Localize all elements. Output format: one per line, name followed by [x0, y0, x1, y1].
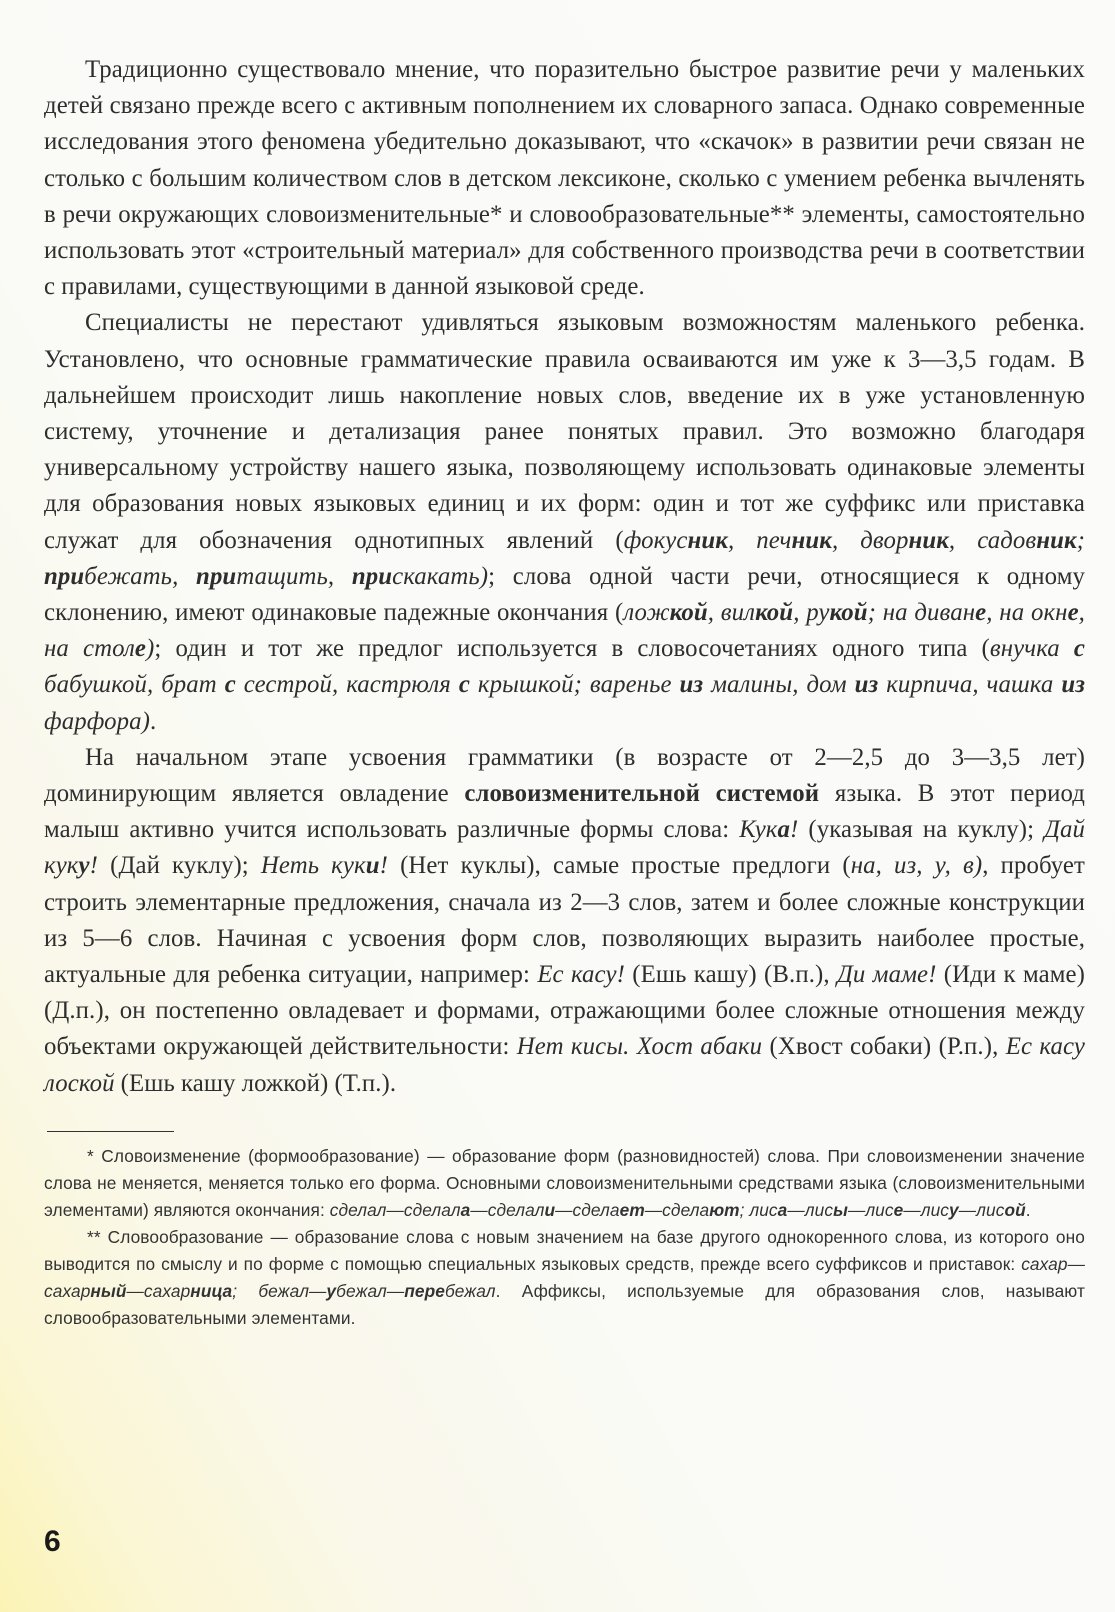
- p3-text: (указывая на куклу);: [798, 816, 1045, 844]
- p2-ex-bold: из: [679, 671, 704, 699]
- p3-text: языка. В этот период малыш активно учится использовать различные формы слова:: [44, 780, 1085, 844]
- p2-ex-bold: е: [134, 635, 147, 663]
- p2-ex: фарфора): [44, 707, 150, 735]
- p3-example: Ес касу лоской: [44, 1033, 1086, 1097]
- fn2-ex: —сахар: [126, 1280, 191, 1301]
- paragraph-2: [44, 305, 1085, 739]
- p2-ex: малины, дом: [703, 671, 855, 699]
- p3-example: Ес касу!: [537, 961, 625, 989]
- fn2-ex: бежал—: [336, 1280, 405, 1301]
- fn1-ex-bold: е: [893, 1199, 904, 1220]
- p2-ex-bold: кой: [829, 599, 868, 627]
- fn1-ex: —лис: [847, 1199, 894, 1220]
- paragraph-1-text: Традиционно существовало мнение, что поразительно быстрое развитие речи у маленьких детей связано прежде всего с активным пополнением их словарного запаса. Однако современные исследования этого феномена убедительно доказывают, что «скачок» в развитии речи связан не столько с большим количеством слов в детском лексиконе, сколько с умением ребенка вычленять в речи окружающих словоизменительные* и словообразовательные** элементы, самостоятельно использовать этот «строительный материал» для собственного производства речи в соответствии с правилами, существующими в данной языковой среде.: [44, 56, 1085, 301]
- p2-ex-bold: с: [224, 671, 236, 699]
- footnote-1: [44, 1143, 1085, 1224]
- p2-ex-bold: при: [196, 562, 237, 590]
- p2-text-1: Специалисты не перестают удивляться языковым возможностям маленького ребенка. Установлено, что основные грамматические правила осваиваются им уже к 3—3,5 годам. В дальнейшем происходит лишь накопление новых слов, введение их в уже установленную систему, уточнение и детализация ранее понятых правил. Это возможно благодаря универсальному устройству нашего языка, позволяющему использовать одинаковые элементы для образования новых языковых единиц и их форм: один и тот же суффикс или приставка служат для обозначения однотипных явлений (: [44, 309, 1085, 554]
- p2-ex-bold: с: [458, 671, 470, 699]
- fn1-text: * Словоизменение (формообразование) — образование форм (разновидностей) слова. При словоизменении значение слова не меняется, меняется только его форма. Основными словоизменительными средствами языка (словоизменительными элементами) являются окончания:: [44, 1145, 1085, 1220]
- p3-text: (Ешь кашу) (В.п.),: [624, 961, 837, 989]
- p2-ex-bold: е: [975, 599, 987, 627]
- p2-ex: , садов: [948, 526, 1037, 554]
- p3-example: на, из, у, в): [850, 852, 983, 880]
- p3-ex-bold: у: [78, 852, 90, 880]
- fn2-text: . Аффиксы, используемые для образования слов, называют словообразовательными элементами.: [44, 1280, 1085, 1328]
- fn1-ex: —лис: [787, 1199, 834, 1220]
- p2-ex-bold: при: [44, 562, 85, 590]
- fn1-text: .: [1025, 1199, 1031, 1220]
- p3-text: , пробует строить элементарные предложения, сначала из 2—3 слов, затем и более сложные конструкции из 5—6 слов. Начиная с усвоения форм слов, позволяющих выразить наиболее простые, актуальные для ребенка ситуации, например:: [44, 852, 1085, 989]
- fn1-ex-bold: ой: [1004, 1199, 1026, 1220]
- p3-ex-bold: и: [365, 852, 380, 880]
- p2-ex: , ру: [793, 599, 830, 627]
- p2-ex: фокус: [623, 526, 688, 554]
- p2-ex: тащить,: [236, 562, 352, 590]
- fn1-ex-bold: а: [460, 1199, 471, 1220]
- fn2-ex-bold: пере: [404, 1280, 445, 1301]
- p3-text: (Иди к маме) (Д.п.), он постепенно овладевает и формами, отражающими более сложные отношения между объектами окружающей действительности:: [44, 961, 1086, 1061]
- p2-text-2: ; слова одной части речи, относящиеся к одному склонению, имеют одинаковые падежные окончания (: [44, 562, 1085, 627]
- p2-ex: , печ: [727, 526, 792, 554]
- p2-ex-bold: кой: [755, 599, 794, 627]
- p3-ex-bold: а: [777, 816, 791, 844]
- p2-ex: бежать,: [84, 562, 197, 590]
- p3-example: [739, 816, 798, 843]
- footnote-separator: [47, 1131, 174, 1132]
- p2-ex: ;: [1076, 526, 1086, 554]
- p3-example: Ди маме!: [836, 961, 937, 989]
- p3-text: (Хвост собаки) (Р.п.),: [762, 1033, 1006, 1061]
- p2-ex-bold: из: [1061, 671, 1085, 699]
- p2-ex: ; на диван: [867, 599, 976, 627]
- fn1-ex: —лис: [903, 1199, 950, 1220]
- p2-text-3: ; один и тот же предлог используется в словосочетаниях одного типа (: [154, 635, 990, 663]
- fn1-ex: —лис: [958, 1199, 1005, 1220]
- p2-ex: скакать): [392, 562, 489, 590]
- p2-ex: лож: [623, 599, 670, 627]
- fn1-ex-bold: и: [544, 1199, 556, 1220]
- p2-ex-bold: ник: [1036, 526, 1077, 554]
- fn2-ex: сахар—сахар: [44, 1253, 1085, 1301]
- p2-ex-bold: из: [854, 671, 879, 699]
- p2-ex: , на окн: [986, 599, 1068, 627]
- fn2-ex-bold: у: [326, 1280, 337, 1301]
- p2-ex: крышкой; варенье: [469, 671, 680, 699]
- fn1-ex-bold: ет: [619, 1199, 645, 1220]
- footnote-2: [44, 1224, 1085, 1332]
- fn1-ex-bold: у: [949, 1199, 959, 1220]
- p2-ex-bold: ник: [791, 526, 832, 554]
- p3-ex: !: [379, 852, 388, 880]
- fn1-ex-bold: а: [777, 1199, 788, 1220]
- p2-ex-bold: кой: [669, 599, 708, 627]
- p2-ex: бабушкой, брат: [44, 671, 225, 699]
- fn2-ex: бежал: [444, 1280, 496, 1301]
- page-number: 6: [44, 1525, 61, 1558]
- page-body: [44, 52, 1085, 1332]
- fn2-ex-bold: ница: [190, 1280, 233, 1301]
- p2-ex-bold: е: [1067, 599, 1079, 627]
- p2-ex-bold: ник: [908, 526, 949, 554]
- p3-ex: !: [89, 852, 98, 880]
- p2-ex-bold: при: [351, 562, 393, 590]
- fn1-ex: —сдела: [644, 1199, 710, 1220]
- p2-ex: , на стол: [44, 599, 1085, 663]
- p2-ex: сестрой, кастрюля: [235, 671, 459, 699]
- fn1-examples: [330, 1200, 1026, 1220]
- p3-text: На начальном этапе усвоения грамматики (в возрасте от 2—2,5 до 3—3,5 лет) доминирующим является овладение: [44, 743, 1085, 808]
- fn1-ex: —сдела: [555, 1199, 620, 1220]
- p3-example: Нет кисы. Хост абаки: [516, 1033, 763, 1061]
- p3-ex: Кук: [739, 816, 778, 844]
- p2-ex-bold: ник: [687, 526, 728, 554]
- p2-text-4: .: [149, 707, 157, 735]
- p3-text: (Ешь кашу ложкой) (Т.п.).: [114, 1069, 397, 1097]
- fn1-ex: ; лис: [739, 1199, 778, 1220]
- p2-ex-bold: с: [1073, 635, 1086, 663]
- p2-ex: ): [146, 635, 155, 663]
- p2-ex: внучка: [989, 635, 1074, 663]
- fn2-ex-bold: ный: [90, 1280, 127, 1301]
- fn1-ex: сделал—сделал: [329, 1199, 461, 1220]
- fn1-ex-bold: ы: [833, 1199, 848, 1220]
- fn2-text: ** Словообразование — образование слова с новым значением на базе другого однокоренного слова, из которого оно выводится по смыслу и по форме с помощью специальных языковых средств, прежде всего суффиксов и приставок:: [44, 1226, 1085, 1274]
- p2-ex: , вил: [707, 599, 756, 627]
- p3-ex: Неть кук: [260, 852, 366, 880]
- p2-ex: кирпича, чашка: [878, 671, 1062, 699]
- p3-text: (Дай куклу);: [97, 852, 261, 880]
- paragraph-1: [44, 52, 1085, 305]
- p2-ex: , двор: [831, 526, 909, 554]
- p3-ex: !: [790, 816, 799, 844]
- paragraph-3: [44, 740, 1085, 1102]
- p3-example: [261, 852, 388, 879]
- p3-ex: Дай кук: [44, 816, 1085, 880]
- p3-bold-term: словоизменительной системой: [464, 780, 820, 808]
- fn1-ex: —сделал: [470, 1199, 545, 1220]
- p3-text: (Нет куклы), самые простые предлоги (: [387, 852, 851, 880]
- fn2-ex: ; бежал—: [232, 1280, 327, 1301]
- fn1-ex-bold: ют: [709, 1199, 740, 1220]
